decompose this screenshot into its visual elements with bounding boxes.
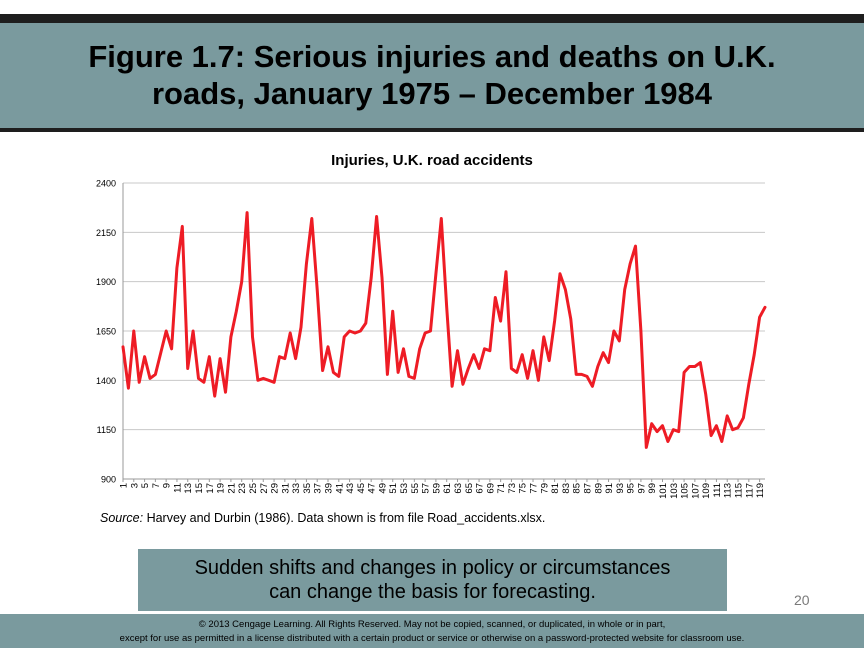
y-tick-label: 1900 xyxy=(95,277,116,288)
x-tick-label: 103 xyxy=(668,483,680,499)
callout-line-2: can change the basis for forecasting. xyxy=(269,581,596,603)
top-rule xyxy=(0,14,864,23)
x-tick-label: 67 xyxy=(474,483,486,494)
x-tick-label: 105 xyxy=(679,483,691,499)
title-band xyxy=(0,23,864,128)
x-tick-label: 5 xyxy=(140,483,152,489)
footer-line-1: © 2013 Cengage Learning. All Rights Reserved. May not be copied, scanned, or duplicated, in whole or in part, xyxy=(198,619,666,630)
x-tick-label: 53 xyxy=(399,483,411,494)
gridlines xyxy=(123,183,765,430)
callout-line-1: Sudden shifts and changes in policy or circumstances xyxy=(194,557,671,579)
x-tick-label: 101 xyxy=(657,483,669,499)
injuries-series-line xyxy=(123,213,765,448)
slide-title: Figure 1.7: Serious injuries and deaths on U.K. roads, January 1975 – December 1984 xyxy=(88,38,776,111)
x-tick-label: 97 xyxy=(636,483,648,494)
x-tick-label: 87 xyxy=(582,483,594,494)
x-tick-label: 81 xyxy=(550,483,562,494)
source-text: Harvey and Durbin (1986). Data shown is from file Road_accidents.xlsx. xyxy=(143,511,546,525)
x-tick-label: 7 xyxy=(150,483,162,489)
x-tick-label: 37 xyxy=(312,483,324,494)
x-tick-label: 115 xyxy=(733,483,745,499)
x-tick-label: 111 xyxy=(711,483,723,498)
x-tick-label: 75 xyxy=(517,483,529,494)
x-tick-label: 79 xyxy=(539,483,551,494)
x-tick-label: 15 xyxy=(194,483,206,494)
x-tick-label: 107 xyxy=(690,483,702,499)
injuries-line-chart xyxy=(0,140,864,510)
x-tick-label: 71 xyxy=(496,483,508,494)
footer-line-2: except for use as permitted in a license distributed with a certain product or service or otherwise on a password-protected website for classroom use. xyxy=(119,632,745,644)
x-tick-label: 47 xyxy=(366,483,378,494)
x-tick-label: 1 xyxy=(118,483,130,489)
y-tick-label: 900 xyxy=(100,474,116,485)
x-tick-label: 27 xyxy=(258,483,270,494)
x-tick-label: 85 xyxy=(571,483,583,494)
x-tick-label: 51 xyxy=(388,483,400,494)
x-tick-label: 43 xyxy=(345,483,357,494)
x-tick-label: 33 xyxy=(291,483,303,494)
y-tick-label: 2400 xyxy=(95,178,116,189)
y-tick-label: 1650 xyxy=(95,326,116,337)
x-tick-label: 109 xyxy=(701,483,713,499)
x-tick-label: 9 xyxy=(161,483,173,489)
x-tick-label: 91 xyxy=(604,483,616,494)
x-tick-label: 65 xyxy=(463,483,475,494)
y-tick-label: 1150 xyxy=(96,425,116,436)
x-tick-label: 13 xyxy=(183,483,195,494)
x-tick-label: 49 xyxy=(377,483,389,494)
y-tick-label: 2150 xyxy=(95,227,116,238)
x-tick-label: 29 xyxy=(269,483,281,494)
x-tick-label: 21 xyxy=(226,483,238,494)
x-tick-label: 55 xyxy=(409,483,421,494)
x-tick-label: 41 xyxy=(334,483,346,494)
x-tick-label: 113 xyxy=(722,483,734,499)
x-tick-label: 73 xyxy=(506,483,518,494)
source-note xyxy=(100,511,545,525)
callout-box xyxy=(137,548,728,612)
x-tick-label: 11 xyxy=(172,483,184,493)
x-tick-label: 95 xyxy=(625,483,637,494)
x-tick-label: 89 xyxy=(593,483,605,494)
x-tick-label: 35 xyxy=(301,483,313,494)
slide-number: 20 xyxy=(794,592,810,608)
title-rule xyxy=(0,128,864,132)
x-tick-label: 39 xyxy=(323,483,335,494)
x-tick-label: 59 xyxy=(431,483,443,494)
x-tick-label: 119 xyxy=(755,483,767,499)
x-tick-label: 61 xyxy=(442,483,454,494)
x-tick-label: 63 xyxy=(452,483,464,494)
y-tick-label: 1400 xyxy=(95,375,116,386)
copyright-footer xyxy=(0,618,864,646)
x-tick-label: 23 xyxy=(237,483,249,494)
chart-title: Injuries, U.K. road accidents xyxy=(331,152,533,169)
x-tick-label: 3 xyxy=(129,483,141,489)
source-label: Source: xyxy=(100,511,144,525)
x-tick-label: 117 xyxy=(744,483,756,499)
x-tick-label: 17 xyxy=(204,483,216,494)
x-tick-label: 77 xyxy=(528,483,540,494)
x-tick-label: 19 xyxy=(215,483,227,494)
x-tick-label: 69 xyxy=(485,483,497,494)
x-tick-label: 99 xyxy=(647,483,659,494)
x-tick-label: 93 xyxy=(614,483,626,494)
x-tick-label: 25 xyxy=(247,483,259,494)
x-tick-label: 57 xyxy=(420,483,432,494)
y-tick-labels xyxy=(96,179,116,485)
x-tick-label: 45 xyxy=(355,483,367,494)
x-tick-label: 31 xyxy=(280,483,292,494)
x-tick-label: 83 xyxy=(560,483,572,494)
x-tick-labels xyxy=(119,483,767,499)
series-layer xyxy=(123,213,765,448)
